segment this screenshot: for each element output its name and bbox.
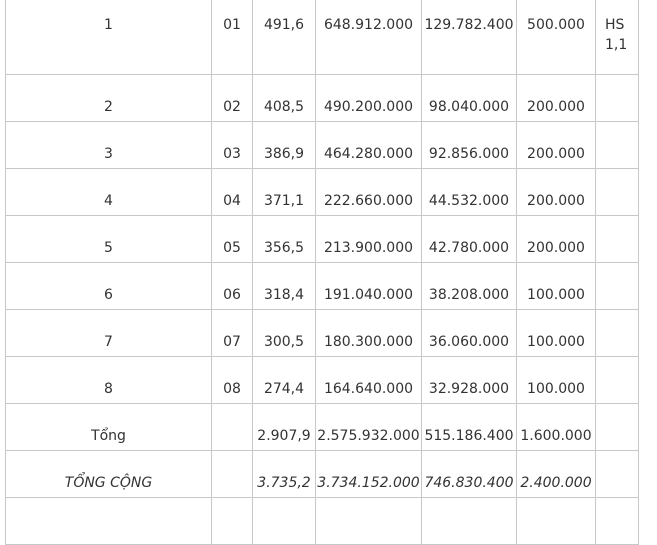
cell-total <box>316 0 422 75</box>
cell-text: 98.040.000 <box>428 99 510 115</box>
cell-empty <box>596 498 639 545</box>
cell-total <box>316 357 422 404</box>
cell-text: 05 <box>223 240 241 256</box>
cell-text: 2.907,9 <box>257 428 311 444</box>
cell-code <box>212 122 253 169</box>
cell-score <box>253 169 316 216</box>
cell-code <box>212 216 253 263</box>
cell-text: 42.780.000 <box>428 240 510 256</box>
cell-text: 222.660.000 <box>323 193 414 209</box>
cell-award <box>517 451 596 498</box>
cell-text: Tổng <box>91 428 126 444</box>
cell-score <box>253 310 316 357</box>
cell-score <box>253 122 316 169</box>
cell-stt <box>6 75 212 122</box>
cell-code <box>212 357 253 404</box>
cell-code <box>212 451 253 498</box>
cell-award <box>517 0 596 75</box>
cell-score <box>253 451 316 498</box>
subtotal-row <box>6 404 639 451</box>
cell-text: 36.060.000 <box>428 334 510 350</box>
cell-empty <box>422 498 517 545</box>
cell-text <box>605 263 638 285</box>
cell-text: 200.000 <box>527 99 585 115</box>
table-row <box>6 169 639 216</box>
cell-text: 8 <box>104 381 113 397</box>
cell-score <box>253 263 316 310</box>
cell-note <box>596 404 639 451</box>
cell-text: 464.280.000 <box>323 146 414 162</box>
cell-text: 318,4 <box>263 287 305 303</box>
cell-fifth <box>422 122 517 169</box>
cell-award <box>517 122 596 169</box>
cell-stt <box>6 122 212 169</box>
cell-score <box>253 75 316 122</box>
cell-text: 500.000 <box>527 17 585 33</box>
cell-text: 300,5 <box>263 334 305 350</box>
cell-text: 2.400.000 <box>520 475 592 491</box>
cell-label <box>6 451 212 498</box>
data-table <box>5 0 639 545</box>
cell-text: 274,4 <box>263 381 305 397</box>
cell-text: 03 <box>223 146 241 162</box>
cell-total <box>316 169 422 216</box>
cell-text: 04 <box>223 193 241 209</box>
cell-award <box>517 404 596 451</box>
cell-text: 2 <box>104 99 113 115</box>
cell-text: 180.300.000 <box>323 334 414 350</box>
cell-total <box>316 451 422 498</box>
cell-text: 08 <box>223 381 241 397</box>
cell-text: 32.928.000 <box>428 381 510 397</box>
cell-note <box>596 169 639 216</box>
cell-award <box>517 357 596 404</box>
cell-award <box>517 310 596 357</box>
cell-text: 200.000 <box>527 193 585 209</box>
cell-stt <box>6 169 212 216</box>
table-row-empty <box>6 498 639 545</box>
cell-fifth <box>422 75 517 122</box>
table-row <box>6 216 639 263</box>
cell-stt <box>6 216 212 263</box>
cell-award <box>517 75 596 122</box>
table-row <box>6 0 639 75</box>
cell-text: 200.000 <box>527 240 585 256</box>
cell-stt <box>6 263 212 310</box>
table-row <box>6 263 639 310</box>
cell-text: 515.186.400 <box>424 428 514 444</box>
cell-empty <box>517 498 596 545</box>
cell-note <box>596 310 639 357</box>
cell-text: 129.782.400 <box>424 17 514 33</box>
cell-fifth <box>422 263 517 310</box>
cell-score <box>253 404 316 451</box>
cell-text: 408,5 <box>263 99 305 115</box>
cell-text: 01 <box>223 17 241 33</box>
cell-text <box>605 75 638 97</box>
cell-note <box>596 357 639 404</box>
cell-text <box>605 310 638 332</box>
cell-total <box>316 310 422 357</box>
cell-score <box>253 0 316 75</box>
cell-fifth <box>422 357 517 404</box>
cell-code <box>212 169 253 216</box>
table-row <box>6 122 639 169</box>
cell-total <box>316 263 422 310</box>
cell-text: 371,1 <box>263 193 305 209</box>
cell-text: 7 <box>104 334 113 350</box>
cell-text: 2.575.932.000 <box>317 428 420 444</box>
cell-text: 490.200.000 <box>323 99 414 115</box>
cell-text <box>212 404 252 426</box>
cell-total <box>316 216 422 263</box>
cell-fifth <box>422 310 517 357</box>
cell-text: 100.000 <box>527 334 585 350</box>
cell-text: 38.208.000 <box>428 287 510 303</box>
cell-text: 06 <box>223 287 241 303</box>
cell-text: 92.856.000 <box>428 146 510 162</box>
cell-text: 746.830.400 <box>424 475 514 491</box>
cell-text: 6 <box>104 287 113 303</box>
cell-text: 386,9 <box>263 146 305 162</box>
cell-note <box>596 451 639 498</box>
cell-text: 491,6 <box>263 17 305 33</box>
cell-stt <box>6 310 212 357</box>
cell-fifth <box>422 0 517 75</box>
cell-total <box>316 75 422 122</box>
cell-text: 4 <box>104 193 113 209</box>
cell-text <box>605 216 638 238</box>
cell-text: 1.600.000 <box>520 428 592 444</box>
cell-code <box>212 404 253 451</box>
cell-fifth <box>422 451 517 498</box>
table-row <box>6 75 639 122</box>
cell-text: 100.000 <box>527 381 585 397</box>
cell-code <box>212 263 253 310</box>
cell-empty <box>6 498 212 545</box>
cell-fifth <box>422 216 517 263</box>
cell-award <box>517 263 596 310</box>
cell-code <box>212 310 253 357</box>
cell-score <box>253 216 316 263</box>
cell-note <box>596 75 639 122</box>
cell-text: 648.912.000 <box>323 17 414 33</box>
cell-award <box>517 169 596 216</box>
cell-empty <box>316 498 422 545</box>
cell-stt <box>6 357 212 404</box>
cell-fifth <box>422 169 517 216</box>
cell-score <box>253 357 316 404</box>
cell-text: HS 1,1 <box>605 17 628 53</box>
cell-note <box>596 263 639 310</box>
cell-total <box>316 122 422 169</box>
cell-text: 3 <box>104 146 113 162</box>
cell-text: 1 <box>104 17 113 33</box>
cell-text: 213.900.000 <box>323 240 414 256</box>
cell-note <box>596 0 639 75</box>
cell-fifth <box>422 404 517 451</box>
cell-text: TỔNG CỘNG <box>64 475 153 491</box>
cell-text: 3.735,2 <box>257 475 311 491</box>
cell-text: 191.040.000 <box>323 287 414 303</box>
table-row <box>6 310 639 357</box>
cell-text: 07 <box>223 334 241 350</box>
cell-total <box>316 404 422 451</box>
cell-text: 3.734.152.000 <box>317 475 420 491</box>
cell-text: 100.000 <box>527 287 585 303</box>
cell-award <box>517 216 596 263</box>
cell-code <box>212 0 253 75</box>
cell-text: 356,5 <box>263 240 305 256</box>
cell-stt <box>6 0 212 75</box>
cell-empty <box>212 498 253 545</box>
cell-note <box>596 216 639 263</box>
cell-text <box>605 451 638 473</box>
cell-text <box>605 122 638 144</box>
grand-total-row <box>6 451 639 498</box>
cell-label <box>6 404 212 451</box>
cell-text: 164.640.000 <box>323 381 414 397</box>
cell-text: 02 <box>223 99 241 115</box>
cell-text: 44.532.000 <box>428 193 510 209</box>
cell-text <box>605 404 638 426</box>
cell-empty <box>253 498 316 545</box>
cell-text <box>212 451 252 473</box>
cell-text <box>605 357 638 379</box>
cell-code <box>212 75 253 122</box>
cell-text: 200.000 <box>527 146 585 162</box>
cell-text: 5 <box>104 240 113 256</box>
table-row <box>6 357 639 404</box>
cell-note <box>596 122 639 169</box>
cell-text <box>605 169 638 191</box>
